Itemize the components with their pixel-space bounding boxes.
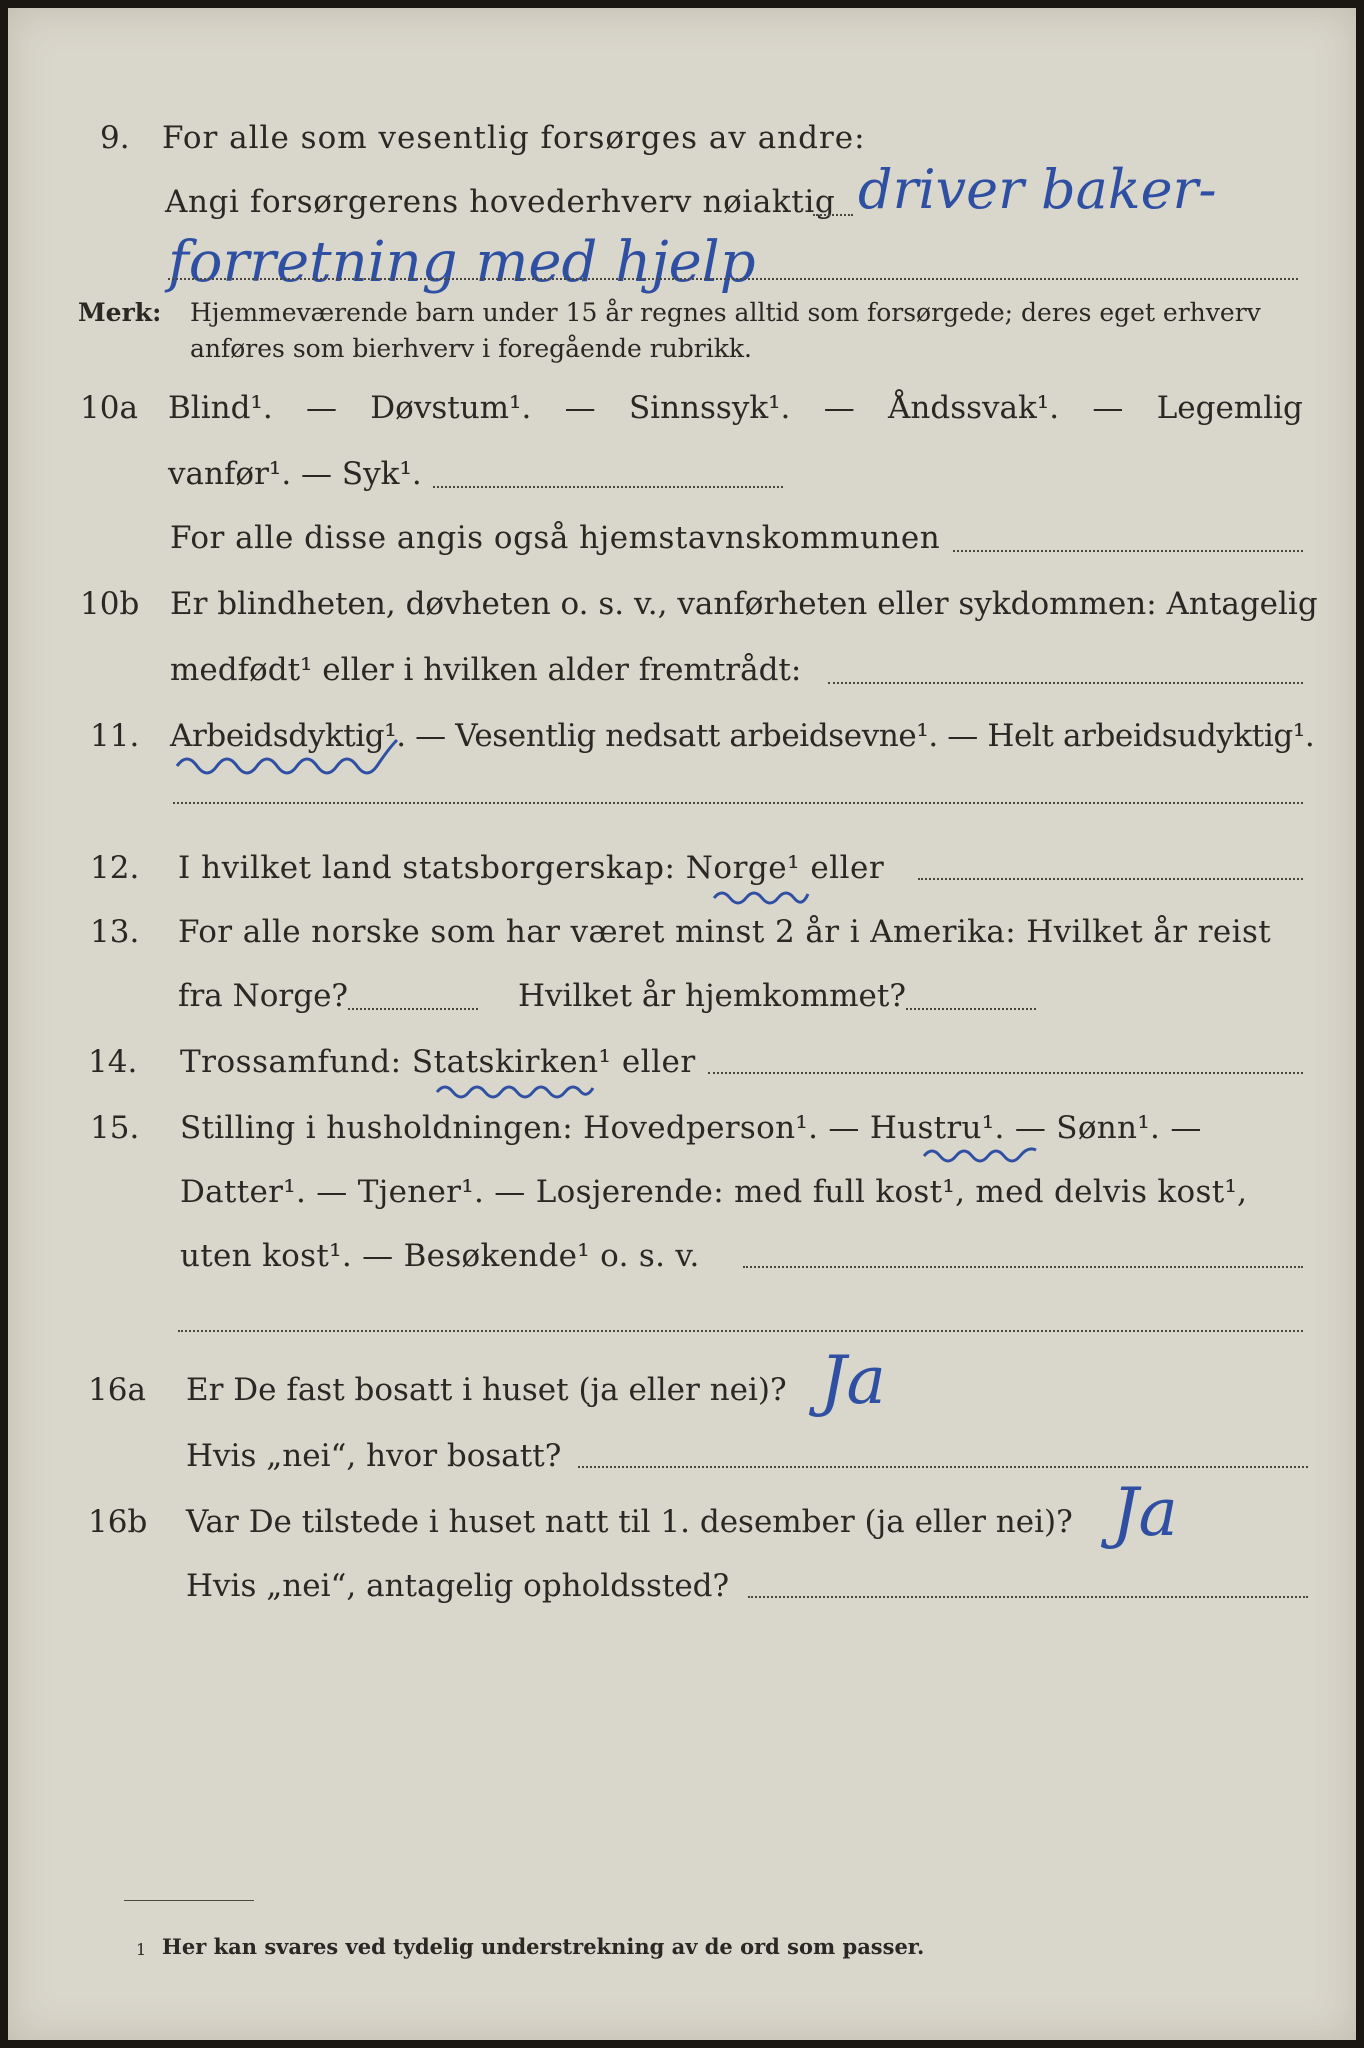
q9-answer-line2 bbox=[168, 278, 1298, 280]
q14-answer-line bbox=[708, 1072, 1303, 1074]
q12-answer-line bbox=[918, 878, 1303, 880]
q10a-line2: vanfør¹. — Syk¹. bbox=[168, 456, 422, 492]
q10a-dash1: — bbox=[306, 390, 337, 426]
q16a-line1: Er De fast bosatt i huset (ja eller nei)? bbox=[186, 1372, 787, 1408]
q16b-number: 16b bbox=[88, 1504, 148, 1540]
q14-number: 14. bbox=[88, 1044, 138, 1080]
q14-handwritten-underline bbox=[433, 1078, 593, 1104]
q13-hjemkommet-line bbox=[906, 1008, 1036, 1010]
q12-handwritten-underline bbox=[710, 884, 810, 908]
q15-answer-line2 bbox=[178, 1330, 1303, 1332]
q13-reist-line bbox=[348, 1008, 478, 1010]
q16b-handwritten-answer: Ja bbox=[1112, 1474, 1178, 1551]
q9-handwritten-answer2: forretning med hjelp bbox=[168, 230, 756, 295]
q10a-number: 10a bbox=[80, 390, 138, 426]
merk-label: Merk: bbox=[78, 298, 162, 327]
q10a-dash2: — bbox=[564, 390, 596, 426]
q15-answer-line1 bbox=[743, 1266, 1303, 1268]
q13-line2b: Hvilket år hjemkommet? bbox=[518, 978, 906, 1014]
q10b-line1: Er blindheten, døvheten o. s. v., vanførheten eller sykdommen: Antagelig bbox=[170, 586, 1318, 622]
q13-number: 13. bbox=[90, 914, 140, 950]
q10a-dash4: — bbox=[1092, 390, 1124, 426]
q15-number: 15. bbox=[90, 1110, 140, 1146]
merk-line2: anføres som bierhverv i foregående rubrikk. bbox=[190, 334, 752, 363]
q15-line3: uten kost¹. — Besøkende¹ o. s. v. bbox=[180, 1238, 700, 1274]
q12-number: 12. bbox=[90, 850, 140, 886]
q9-line2: Angi forsørgerens hovederhverv nøiaktig bbox=[165, 184, 836, 220]
q16a-line2: Hvis „nei“, hvor bosatt? bbox=[186, 1438, 562, 1474]
q9-answer-line1 bbox=[813, 214, 853, 216]
q11-number: 11. bbox=[90, 718, 140, 754]
footnote-text: Her kan svares ved tydelig understrekning av de ord som passer. bbox=[162, 1934, 925, 1959]
q15-line2: Datter¹. — Tjener¹. — Losjerende: med full kost¹, med delvis kost¹, bbox=[180, 1174, 1248, 1210]
q10a-syk-line bbox=[433, 486, 783, 488]
q10a-sinnssyk: Sinnssyk¹. bbox=[628, 390, 791, 426]
q10a-dovstum: Døvstum¹. bbox=[370, 390, 532, 426]
q11-line1: Arbeidsdyktig¹. — Vesentlig nedsatt arbeidsevne¹. — Helt arbeidsudyktig¹. bbox=[170, 718, 1315, 754]
q9-handwritten-answer1: driver baker- bbox=[858, 158, 1217, 221]
q14-line1: Trossamfund: Statskirken¹ eller bbox=[180, 1044, 696, 1080]
q10a-line1 bbox=[168, 390, 1303, 426]
q11-answer-line bbox=[173, 802, 1303, 804]
q10a-dash3: — bbox=[823, 390, 855, 426]
q10b-answer-line bbox=[828, 682, 1303, 684]
q9-number: 9. bbox=[100, 120, 130, 156]
q10a-blind: Blind¹. bbox=[168, 390, 273, 426]
q15-handwritten-underline bbox=[920, 1142, 1050, 1166]
q16a-bosatt-line bbox=[578, 1466, 1308, 1468]
q12-line1: I hvilket land statsborgerskap: Norge¹ eller bbox=[178, 850, 885, 886]
q16b-opholdssted-line bbox=[748, 1596, 1308, 1598]
q15-line1: Stilling i husholdningen: Hovedperson¹. — Hustru¹. — Sønn¹. — bbox=[180, 1110, 1202, 1146]
q10a-line3: For alle disse angis også hjemstavnskommunen bbox=[170, 520, 941, 556]
q10b-line2: medfødt¹ eller i hvilken alder fremtrådt: bbox=[170, 652, 802, 688]
q9-line1: For alle som vesentlig forsørges av andre: bbox=[162, 120, 866, 156]
footnote-mark: 1 bbox=[136, 1940, 147, 1959]
census-form-page bbox=[8, 8, 1356, 2040]
q11-handwritten-underline bbox=[173, 746, 413, 784]
q16b-line1: Var De tilstede i huset natt til 1. desember (ja eller nei)? bbox=[186, 1504, 1073, 1540]
q13-line2a: fra Norge? bbox=[178, 978, 349, 1014]
footnote-rule bbox=[124, 1900, 254, 1901]
q13-line1: For alle norske som har været minst 2 år i Amerika: Hvilket år reist bbox=[178, 914, 1272, 950]
q10a-hjemstavn-line bbox=[953, 550, 1303, 552]
q10a-andssvak: Åndssvak¹. bbox=[888, 390, 1060, 426]
q16a-number: 16a bbox=[88, 1372, 146, 1408]
q10a-legemlig: Legemlig bbox=[1156, 390, 1303, 426]
q16b-line2: Hvis „nei“, antagelig opholdssted? bbox=[186, 1568, 730, 1604]
merk-line1: Hjemmeværende barn under 15 år regnes alltid som forsørgede; deres eget erhverv bbox=[190, 298, 1261, 327]
q10b-number: 10b bbox=[80, 586, 140, 622]
q16a-handwritten-answer: Ja bbox=[820, 1342, 886, 1419]
